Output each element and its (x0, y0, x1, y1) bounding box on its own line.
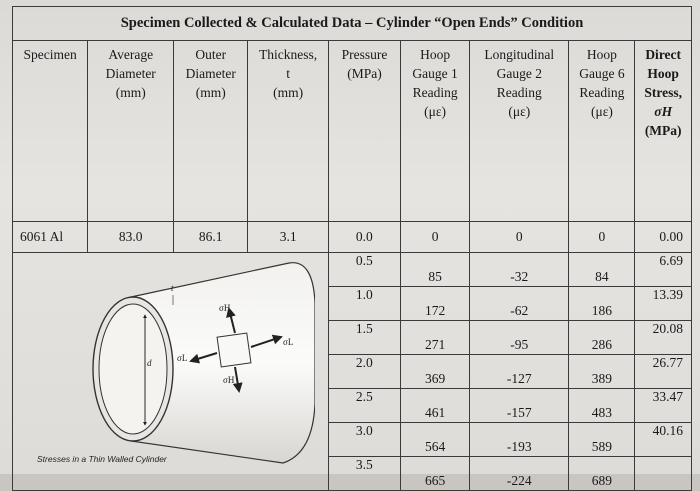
header-longitudinal-gauge-2: Longitudinal Gauge 2 Reading (με) (470, 41, 569, 222)
cell-stress: 6.69 (635, 253, 692, 287)
cell-pressure: 0.5 (328, 253, 400, 287)
cell-pressure: 0.0 (328, 222, 400, 253)
stress-element (217, 333, 251, 367)
cell-long2: -32 (470, 253, 569, 287)
cell-hoop6: 389 (569, 355, 635, 389)
cell-long2: -193 (470, 423, 569, 457)
label-hoop-bottom: σH (223, 375, 235, 385)
cell-long2: -224 (470, 457, 569, 491)
table-title: Specimen Collected & Calculated Data – Cylinder “Open Ends” Condition (13, 7, 692, 41)
cell-outer-diameter: 86.1 (174, 222, 248, 253)
cell-long2: -127 (470, 355, 569, 389)
label-long-right: σL (283, 337, 294, 347)
cell-hoop1: 0 (401, 222, 470, 253)
cell-hoop6: 689 (569, 457, 635, 491)
thickness-label: t (171, 283, 174, 293)
diagram-caption: Stresses in a Thin Walled Cylinder (37, 454, 167, 464)
cell-hoop1: 564 (401, 423, 470, 457)
cylinder-end-inner (99, 304, 167, 434)
cell-stress: 40.16 (635, 423, 692, 457)
cell-stress: 26.77 (635, 355, 692, 389)
cell-stress: 33.47 (635, 389, 692, 423)
header-specimen: Specimen (13, 41, 88, 222)
cell-pressure: 1.5 (328, 321, 400, 355)
header-hoop-gauge-6: Hoop Gauge 6 Reading (με) (569, 41, 635, 222)
cell-pressure: 2.5 (328, 389, 400, 423)
cell-specimen: 6061 Al (13, 222, 88, 253)
header-pressure: Pressure (MPa) (328, 41, 400, 222)
cell-pressure: 3.0 (328, 423, 400, 457)
cell-stress: 20.08 (635, 321, 692, 355)
header-avg-diameter: Average Diameter (mm) (88, 41, 174, 222)
cell-thickness: 3.1 (248, 222, 329, 253)
cell-hoop6: 483 (569, 389, 635, 423)
cell-hoop6: 84 (569, 253, 635, 287)
header-outer-diameter: Outer Diameter (mm) (174, 41, 248, 222)
header-thickness: Thickness, t (mm) (248, 41, 329, 222)
cell-long2: -62 (470, 287, 569, 321)
cell-hoop6: 589 (569, 423, 635, 457)
cylinder-diagram (13, 253, 329, 491)
cell-long2: -157 (470, 389, 569, 423)
cell-long2: 0 (470, 222, 569, 253)
table-row (13, 222, 692, 253)
cell-pressure: 1.0 (328, 287, 400, 321)
cell-hoop6: 0 (569, 222, 635, 253)
cell-avg-diameter: 83.0 (88, 222, 174, 253)
cell-long2: -95 (470, 321, 569, 355)
cell-stress: 13.39 (635, 287, 692, 321)
cell-hoop6: 286 (569, 321, 635, 355)
cylinder-drawing (13, 253, 315, 477)
table-row (13, 253, 692, 287)
cell-hoop1: 172 (401, 287, 470, 321)
label-hoop-top: σH (219, 303, 231, 313)
cell-hoop1: 461 (401, 389, 470, 423)
cell-hoop1: 85 (401, 253, 470, 287)
header-hoop-gauge-1: Hoop Gauge 1 Reading (με) (401, 41, 470, 222)
cell-hoop1: 665 (401, 457, 470, 491)
cell-pressure: 3.5 (328, 457, 400, 491)
cell-hoop6: 186 (569, 287, 635, 321)
label-long-left: σL (177, 353, 188, 363)
header-direct-hoop-stress: Direct Hoop Stress, σH (MPa) (635, 41, 692, 222)
data-table (12, 6, 692, 491)
cell-pressure: 2.0 (328, 355, 400, 389)
header-row (13, 41, 692, 222)
cell-stress: 0.00 (635, 222, 692, 253)
cell-hoop1: 271 (401, 321, 470, 355)
cell-hoop1: 369 (401, 355, 470, 389)
diameter-label: d (147, 358, 152, 368)
